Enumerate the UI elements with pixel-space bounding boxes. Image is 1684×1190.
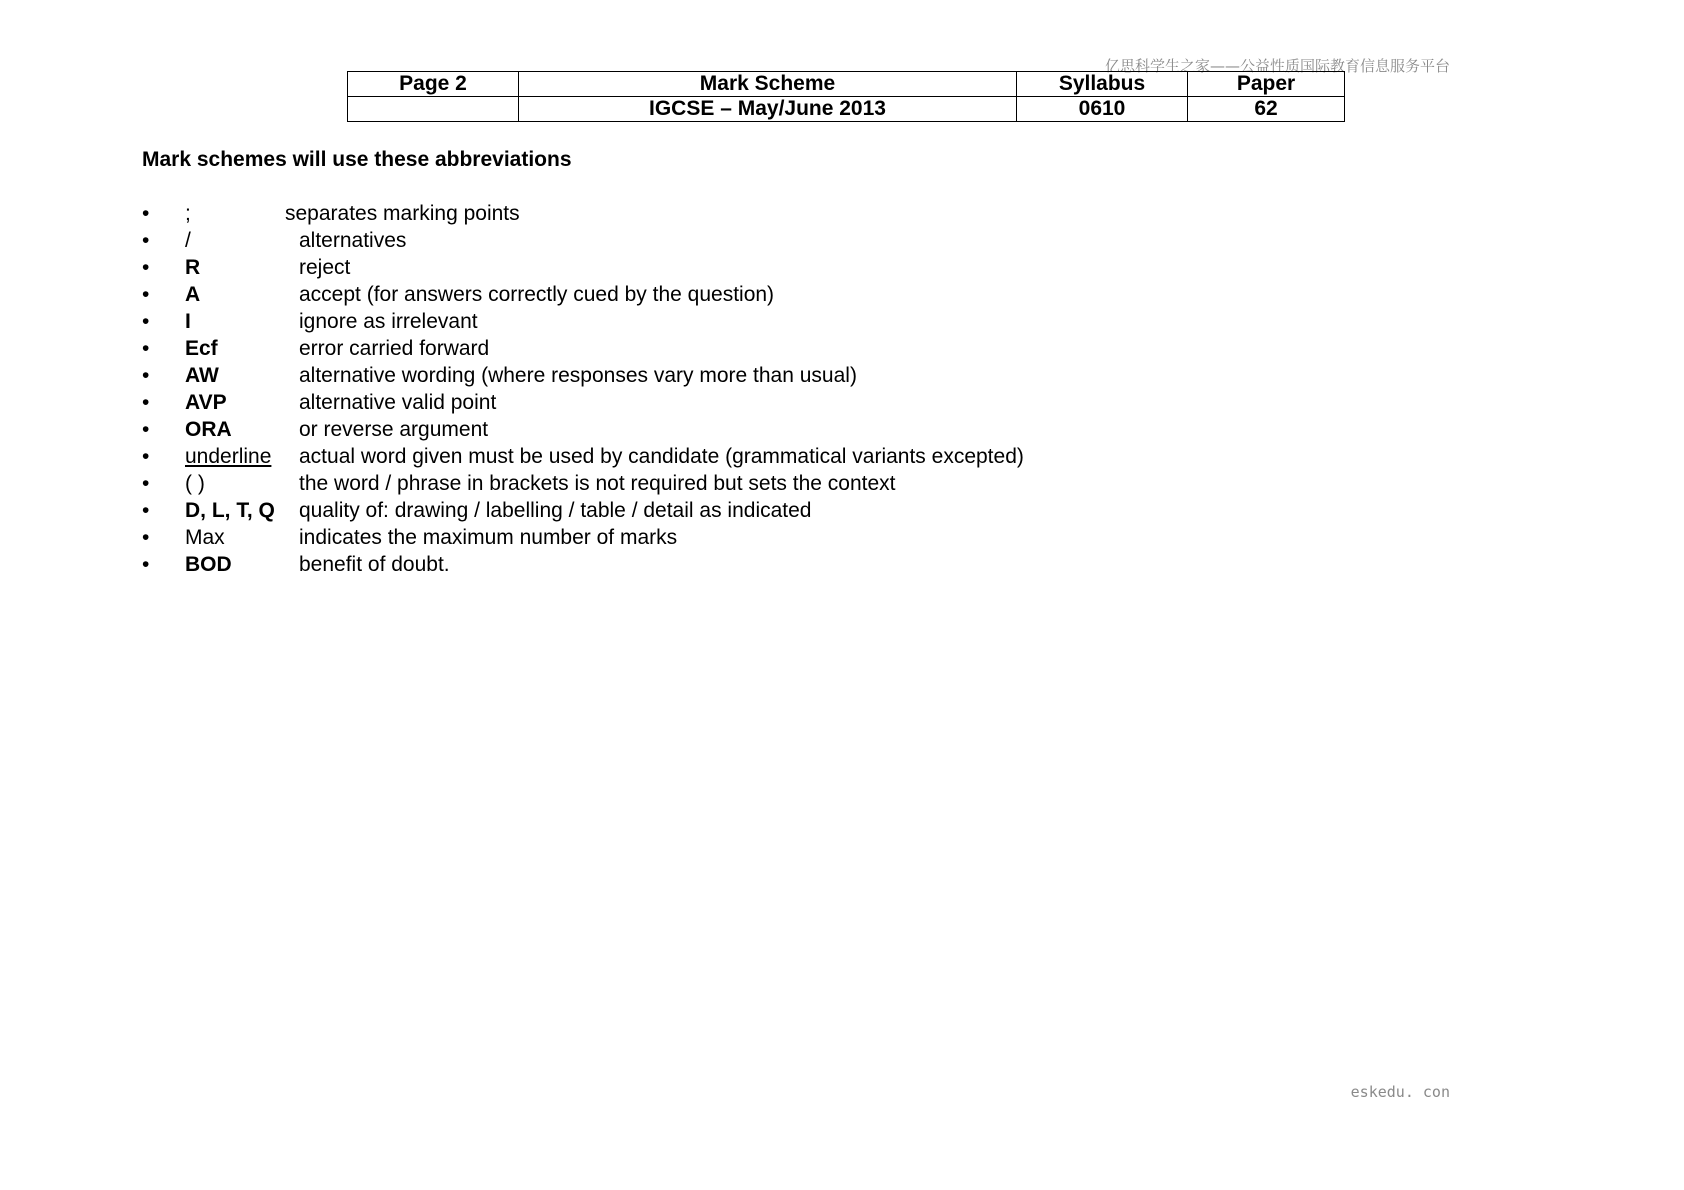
bullet-icon: • [142,418,150,441]
abbreviation-meaning: indicates the maximum number of marks [299,526,678,549]
bullet-icon: • [142,229,150,252]
abbreviation-term: / [185,229,191,252]
bullet-icon: • [142,553,150,576]
abbreviation-meaning: error carried forward [299,337,490,360]
abbreviation-meaning: the word / phrase in brackets is not required but sets the context [299,472,896,495]
abbreviation-term: D, L, T, Q [185,499,275,522]
paper-label-cell: Paper [1188,72,1345,97]
watermark-top-text: 亿思科学生之家——公益性质国际教育信息服务平台 [1104,57,1450,75]
bullet-icon: • [142,337,150,360]
bullet-icon: • [142,310,150,333]
bullet-icon: • [142,445,150,468]
mark-scheme-label-cell: Mark Scheme [519,72,1017,97]
abbreviation-meaning: ignore as irrelevant [299,310,478,333]
abbreviation-term: Max [185,526,225,549]
abbreviation-term: ; [185,202,191,225]
section-heading: Mark schemes will use these abbreviations [142,148,572,171]
abbreviation-term: A [185,283,201,306]
bullet-icon: • [142,391,150,414]
bullet-icon: • [142,202,150,225]
syllabus-code-cell: 0610 [1017,97,1188,122]
abbreviation-meaning: reject [299,256,351,279]
header-table [347,71,1345,122]
exam-session-cell: IGCSE – May/June 2013 [519,97,1017,122]
abbreviation-term: underline [185,445,272,468]
abbreviation-term: Ecf [185,337,218,360]
bullet-icon: • [142,364,150,387]
abbreviation-term: ORA [185,418,232,441]
bullet-icon: • [142,526,150,549]
header-row-1 [348,72,1345,97]
abbreviation-meaning: accept (for answers correctly cued by the question) [299,283,775,306]
abbreviation-term: AW [185,364,219,387]
page-number-cell: Page 2 [348,72,519,97]
abbreviation-meaning: actual word given must be used by candidate (grammatical variants excepted) [299,445,1024,468]
bullet-icon: • [142,256,150,279]
abbreviation-meaning: quality of: drawing / labelling / table / detail as indicated [299,499,812,522]
abbreviation-meaning: alternatives [299,229,407,252]
abbreviation-term: BOD [185,553,232,576]
syllabus-label-cell: Syllabus [1017,72,1188,97]
abbreviation-term: I [185,310,191,333]
abbreviation-term: AVP [185,391,227,414]
abbreviation-meaning: separates marking points [285,202,520,225]
empty-cell [348,97,519,122]
abbreviation-meaning: or reverse argument [299,418,489,441]
bullet-icon: • [142,283,150,306]
abbreviation-meaning: alternative valid point [299,391,497,414]
watermark-bottom-text: eskedu. con [1350,1083,1450,1101]
abbreviation-term: ( ) [185,472,205,495]
abbreviation-term: R [185,256,201,279]
header-row-2 [348,97,1345,122]
paper-number-cell: 62 [1188,97,1345,122]
bullet-icon: • [142,499,150,522]
abbreviation-meaning: alternative wording (where responses vary more than usual) [299,364,857,387]
bullet-icon: • [142,472,150,495]
abbreviation-meaning: benefit of doubt. [299,553,450,576]
